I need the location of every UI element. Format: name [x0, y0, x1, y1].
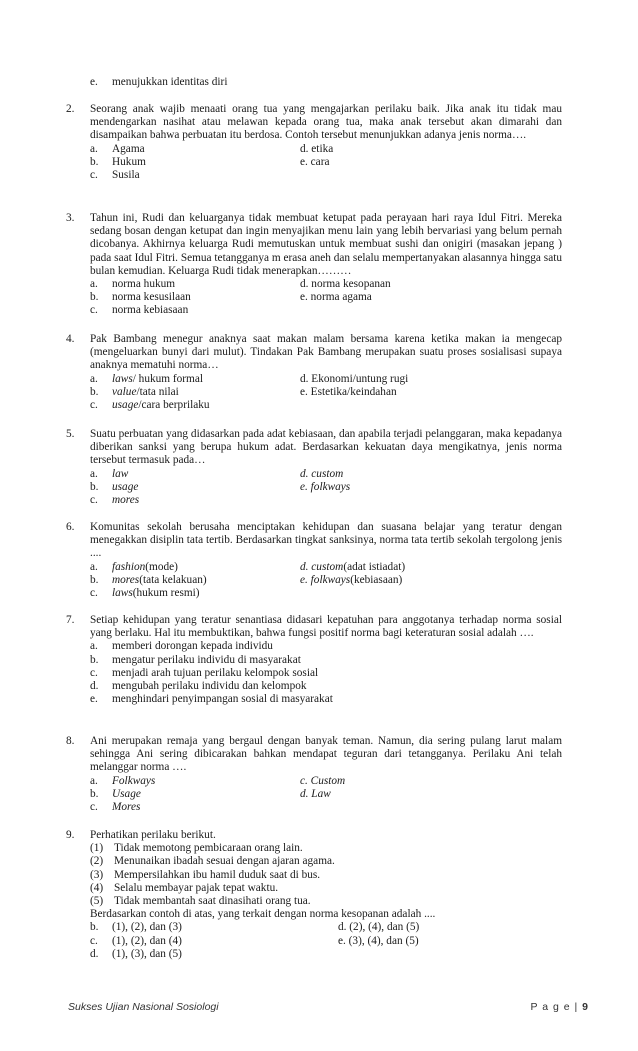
item-number: (4) — [90, 881, 104, 894]
option-text: menujukkan identitas diri — [112, 76, 228, 88]
option-letter: a. — [90, 774, 98, 787]
option-letter: b. — [90, 921, 99, 934]
option-text: usage — [112, 480, 139, 493]
page-footer — [68, 1001, 588, 1015]
option-text: memberi dorongan kepada individu — [112, 640, 273, 653]
question-number: 3. — [66, 212, 75, 224]
option-text: c. Custom — [300, 774, 346, 787]
list-item — [90, 895, 562, 908]
option-letter: c. — [90, 494, 98, 507]
option-text: e. Estetika/keindahan — [300, 385, 397, 398]
option-c[interactable] — [90, 667, 500, 680]
item-number: (5) — [90, 895, 104, 908]
option-letter: a. — [90, 560, 98, 573]
item-number: (3) — [90, 868, 104, 881]
item-number: (1) — [90, 842, 104, 855]
option-text: d. custom — [300, 467, 344, 480]
option-b[interactable] — [90, 291, 300, 304]
question-number: 4. — [66, 333, 75, 345]
question-stem: Setiap kehidupan yang teratur senantiasa didasari kepatuhan para anggotanya terhadap norma sosial yang berlaku. Hal itu membuktikan, bahwa fungsi positif norma bagi keteraturan sosial adalah …. — [90, 614, 562, 640]
option-b[interactable] — [90, 386, 300, 399]
question-stem: Tahun ini, Rudi dan keluarganya tidak membuat ketupat pada perayaan hari raya Idul Fitri. Mereka sedang bosan dengan ketupat dan ingin menyajikan menu lain yang lebih bervariasi yang belum pernah dicobanya. Akhirnya keluarga Rudi memutuskan untuk membuat sushi dan onigiri (masakan jepang ) pada saat Idul Fitri. Semua tetangganya m erasa aneh dan selalu mempertanyakan alasannya hingga satu bulan kemudian. Keluarga Rudi tidak menerapkan……… — [90, 212, 562, 277]
option-c-custom[interactable] — [300, 775, 500, 788]
question-2 — [66, 103, 562, 182]
option-e[interactable] — [338, 935, 538, 948]
option-d[interactable] — [90, 680, 500, 693]
option-text: (1), (3), dan (5) — [112, 947, 182, 960]
option-text: d. norma kesopanan — [300, 278, 391, 291]
question-stem: Pak Bambang menegur anaknya saat makan malam bersama karena ketika makan ia mengecap (mengeluarkan bunyi dari mulut). Tindakan Pak Bambang merupakan suatu proses sosialisasi supaya anaknya mematuhi norma… — [90, 333, 562, 372]
question-intro: Perhatikan perilaku berikut. — [90, 829, 216, 841]
item-text: Selalu membayar pajak tepat waktu. — [114, 881, 279, 894]
option-term: d. custom — [300, 560, 344, 573]
question-number: 7. — [66, 614, 75, 626]
item-text: Menunaikan ibadah sesuai dengan ajaran agama. — [114, 855, 335, 868]
page-label: P a g e | — [530, 1001, 579, 1013]
option-d-last[interactable] — [90, 948, 338, 961]
option-d[interactable] — [300, 278, 500, 291]
option-text: mengubah perilaku individu dan kelompok — [112, 680, 307, 693]
option-b[interactable] — [90, 574, 300, 587]
question-1-tail — [66, 76, 562, 89]
option-d[interactable] — [300, 468, 500, 481]
option-letter: c. — [90, 801, 98, 814]
item-text: Tidak membantah saat dinasihati orang tua. — [114, 895, 311, 908]
option-text: mengatur perilaku individu di masyarakat — [112, 653, 301, 666]
option-text: norma hukum — [112, 278, 176, 291]
option-text: Susila — [112, 169, 140, 182]
option-e[interactable] — [300, 481, 500, 494]
option-letter: b. — [90, 653, 99, 666]
option-e[interactable] — [300, 574, 500, 587]
question-stem: Komunitas sekolah berusaha menciptakan kehidupan dan suasana belajar yang teratur dengan menegakkan disiplin tata tertib. Berdasarkan tingkat sanksinya, norma tata tertib sekolah tergolong jenis .... — [90, 521, 562, 560]
item-text: Tidak memotong pembicaraan orang lain. — [114, 842, 303, 855]
option-text: (1), (2), dan (4) — [112, 934, 182, 947]
option-letter: c. — [90, 169, 98, 182]
question-number: 6. — [66, 521, 75, 533]
option-a[interactable] — [90, 561, 300, 574]
option-letter: a. — [90, 640, 98, 653]
question-4 — [66, 333, 562, 412]
option-text: law — [112, 467, 129, 480]
option-letter: b. — [90, 385, 99, 398]
option-b[interactable] — [90, 481, 300, 494]
option-b[interactable] — [90, 921, 338, 934]
option-text: (mode) — [145, 560, 178, 573]
option-letter: a. — [90, 467, 98, 480]
option-term: value — [112, 385, 137, 398]
option-text: norma kebiasaan — [112, 304, 189, 317]
option-text: mores — [112, 494, 140, 507]
option-term: laws — [112, 372, 133, 385]
option-text: menghindari penyimpangan sosial di masyarakat — [112, 693, 333, 706]
option-letter: c. — [90, 934, 98, 947]
option-d[interactable] — [300, 373, 500, 386]
option-term: laws — [112, 587, 133, 600]
option-text: (adat istiadat) — [343, 560, 406, 573]
option-text: /tata nilai — [136, 385, 179, 398]
option-text: d. (2), (4), dan (5) — [338, 921, 420, 934]
option-e[interactable] — [300, 156, 500, 169]
option-e[interactable] — [90, 693, 500, 706]
question-stem: Ani merupakan remaja yang bergaul dengan banyak teman. Namun, dia sering pulang larut malam sehingga Ani sering dibicarakan bahkan mendapat teguran dari tetangganya. Perilaku Ani telah melanggar norma …. — [90, 735, 562, 774]
option-e[interactable] — [300, 291, 500, 304]
option-letter: e. — [90, 76, 98, 88]
question-number: 9. — [66, 829, 75, 841]
page-num-value: 9 — [582, 1001, 588, 1013]
option-text: d. etika — [300, 142, 334, 155]
question-6 — [66, 521, 562, 600]
option-text: / hukum formal — [132, 372, 203, 385]
option-a[interactable] — [90, 278, 300, 291]
option-letter: b. — [90, 291, 99, 304]
option-text: d. Ekonomi/untung rugi — [300, 372, 409, 385]
option-d[interactable] — [300, 561, 500, 574]
option-letter: a. — [90, 142, 98, 155]
item-text: Mempersilahkan ibu hamil duduk saat di bus. — [114, 868, 321, 881]
option-letter: b. — [90, 155, 99, 168]
question-5 — [66, 428, 562, 507]
option-text: norma kesusilaan — [112, 291, 191, 304]
option-text: e. cara — [300, 155, 330, 168]
list-item — [90, 869, 562, 882]
option-letter: b. — [90, 480, 99, 493]
question-number: 8. — [66, 735, 75, 747]
option-a[interactable] — [90, 775, 300, 788]
option-a[interactable] — [90, 373, 300, 386]
option-a[interactable] — [90, 143, 300, 156]
option-a[interactable] — [90, 640, 500, 653]
option-text: Hukum — [112, 155, 146, 168]
option-text: Agama — [112, 142, 145, 155]
question-prompt: Berdasarkan contoh di atas, yang terkait dengan norma kesopanan adalah .... — [90, 908, 436, 921]
option-c[interactable] — [90, 935, 338, 948]
footer-title: Sukses Ujian Nasional Sosiologi — [68, 1001, 219, 1013]
option-text: Mores — [112, 801, 141, 814]
option-term: fashion — [112, 560, 146, 573]
question-8 — [66, 735, 562, 814]
option-letter: b. — [90, 787, 99, 800]
option-e[interactable] — [300, 386, 500, 399]
option-c[interactable] — [90, 587, 300, 600]
option-text: Usage — [112, 787, 141, 800]
option-c[interactable] — [90, 494, 300, 507]
option-c[interactable] — [90, 304, 300, 317]
question-7 — [66, 614, 562, 706]
option-letter: d. — [90, 947, 99, 960]
option-letter: e. — [90, 693, 98, 706]
question-stem: Seorang anak wajib menaati orang tua yang mengajarkan perilaku baik. Jika anak itu tidak mau mendengarkan nasihat atau melawan kepada orang tua, maka anak tersebut akan dimarahi dan disampaikan bahwa perbuatan itu berdosa. Contoh tersebut menunjukkan adanya jenis norma…. — [90, 103, 562, 142]
list-item — [90, 855, 562, 868]
option-text: (kebiasaan) — [350, 573, 403, 586]
option-letter: a. — [90, 278, 98, 291]
option-text: e. norma agama — [300, 291, 372, 304]
list-item — [90, 842, 562, 855]
option-letter: c. — [90, 399, 98, 412]
option-c[interactable] — [90, 169, 300, 182]
option-b[interactable] — [90, 654, 500, 667]
option-letter: c. — [90, 587, 98, 600]
option-b[interactable] — [90, 156, 300, 169]
question-3 — [66, 212, 562, 318]
item-number: (2) — [90, 855, 104, 868]
option-e[interactable] — [90, 76, 562, 89]
option-c[interactable] — [90, 801, 300, 814]
option-d[interactable] — [338, 921, 538, 934]
option-letter: c. — [90, 304, 98, 317]
option-text: (tata kelakuan) — [139, 573, 207, 586]
list-item — [90, 882, 562, 895]
page-number — [531, 1001, 589, 1014]
option-c[interactable] — [90, 399, 300, 412]
option-letter: b. — [90, 573, 99, 586]
option-term: usage — [112, 399, 139, 412]
option-letter: d. — [90, 680, 99, 693]
option-b[interactable] — [90, 788, 300, 801]
option-term: mores — [112, 573, 140, 586]
option-text: /cara berprilaku — [138, 399, 210, 412]
option-text: (hukum resmi) — [132, 587, 200, 600]
option-d-law[interactable] — [300, 788, 500, 801]
option-text: e. folkways — [300, 480, 351, 493]
option-term: e. folkways — [300, 573, 351, 586]
question-number: 5. — [66, 428, 75, 440]
option-text: (1), (2), dan (3) — [112, 921, 182, 934]
option-letter: a. — [90, 372, 98, 385]
option-text: e. (3), (4), dan (5) — [338, 934, 419, 947]
option-text: Folkways — [112, 774, 156, 787]
question-9 — [66, 829, 562, 961]
option-d[interactable] — [300, 143, 500, 156]
option-a[interactable] — [90, 468, 300, 481]
option-text: menjadi arah tujuan perilaku kelompok sosial — [112, 666, 319, 679]
option-text: d. Law — [300, 787, 331, 800]
option-letter: c. — [90, 666, 98, 679]
question-stem: Suatu perbuatan yang didasarkan pada adat kebiasaan, dan apabila terjadi pelanggaran, maka kepadanya diberikan sanksi yang berupa hukum adat. Berdasarkan kekuatan daya mengikatnya, jenis norma tersebut termasuk pada… — [90, 428, 562, 467]
question-number: 2. — [66, 103, 75, 115]
